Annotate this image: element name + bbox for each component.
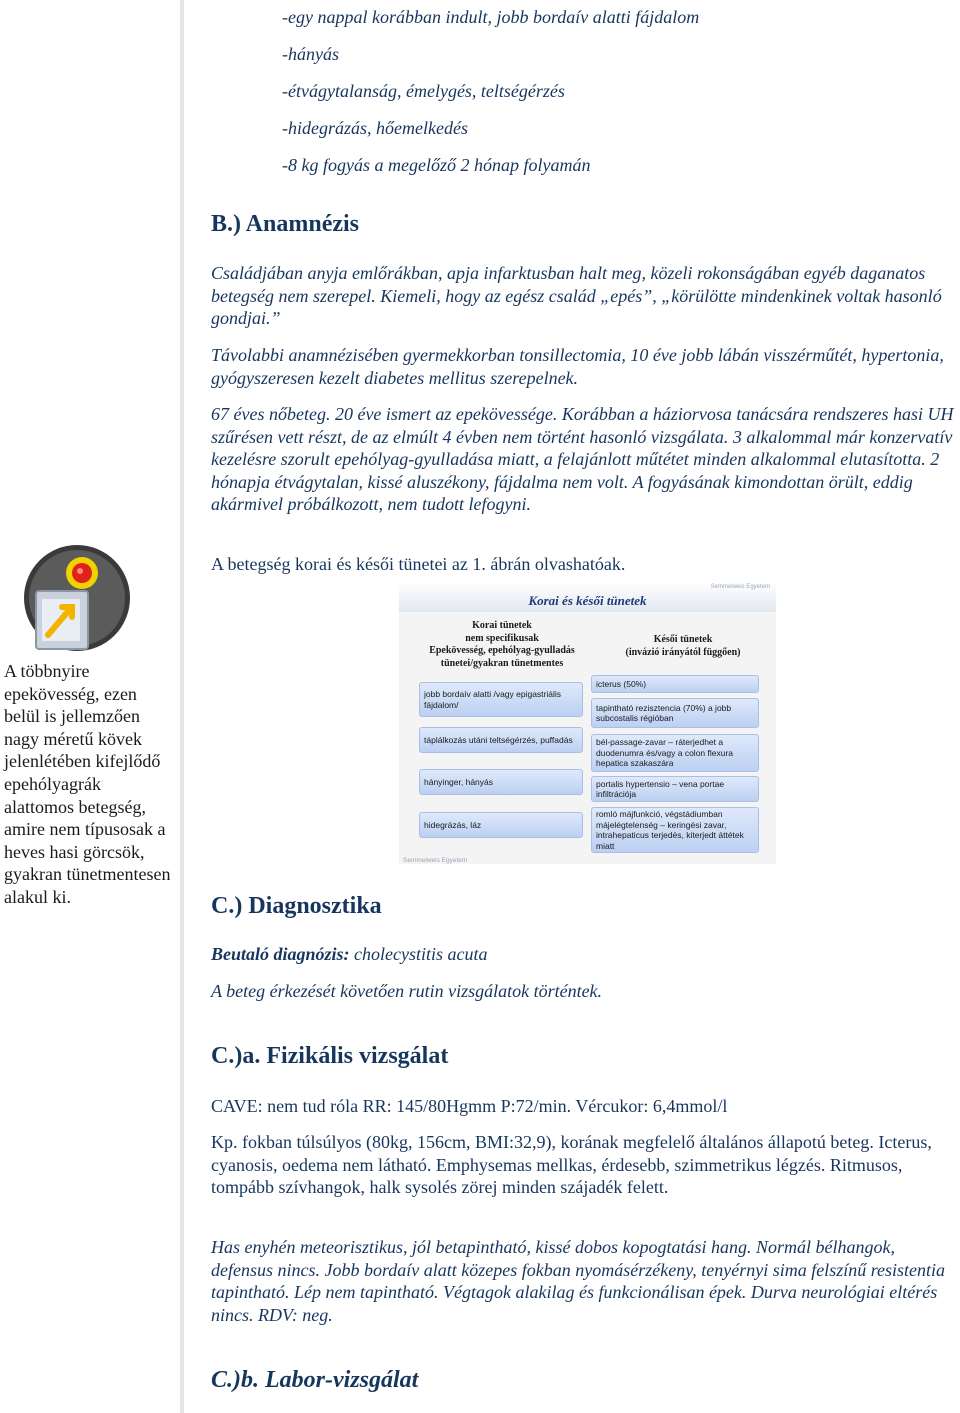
- referral-value: cholecystitis acuta: [349, 944, 488, 964]
- symptoms-figure: [399, 582, 776, 864]
- referral-label: Beutaló diagnózis:: [211, 944, 350, 964]
- late-symptom-box: icterus (50%): [591, 675, 759, 693]
- early-symptom-box: táplálkozás utáni teltségérzés, puffadás: [419, 727, 583, 753]
- early-symptom-box: jobb bordaív alatti /vagy epigastriális fájdalom/: [419, 682, 583, 717]
- late-symptom-box: tapintható rezisztencia (70%) a jobb subcostalis régióban: [591, 698, 759, 728]
- anamnesis-family-paragraph: Családjában anyja emlőrákban, apja infarktusban halt meg, közeli rokonságában egyéb daganatos betegség nem szerepel. Kiemeli, hogy az egész család „epés”, „körülötte mindenkinek voltak hasonló gondjai.”: [211, 263, 942, 328]
- late-symptom-box: romló májfunkció, végstádiumban májelégtelenség – keringési zavar, intrahepaticus terjedés, kiterjedt áttétek miatt: [591, 807, 759, 853]
- figure-footer: Semmelweis Egyetem: [403, 857, 468, 864]
- routine-tests-text: A beteg érkezését követően rutin vizsgálatok történtek.: [211, 981, 603, 1001]
- anamnesis-patient-paragraph: 67 éves nőbeteg. 20 éve ismert az epekövessége. Korábban a háziorvosa tanácsára rendszeres hasi UH szűrésen vett részt, de az elmúlt 4 évben nem történt hasonló vizsgálata. 3 alkalommal már konzervatív kezelésre szorult epehólyag-gyulladása miatt, a felajánlott műtétet minden alkalommal elutasította. 2 hónapja étvágytalan, kissé aluszékony, fájdalma nem volt. A fogyásának kimondottan örült, eddig akármivel próbálkozott, nem tudott lefogyni.: [211, 404, 954, 514]
- symptom-item: -hányás: [282, 44, 339, 64]
- warning-sign-icon: [22, 543, 132, 653]
- symptom-list: [282, 6, 952, 191]
- symptom-item: -étvágytalanság, émelygés, teltségérzés: [282, 81, 565, 101]
- anamnesis-history-paragraph: Távolabbi anamnézisében gyermekkorban tonsillectomia, 10 éve jobb lábán visszérműtét, hypertonia, gyógyszeresen kezelt diabetes mellitus szerepelnek.: [211, 345, 944, 388]
- section-heading-diagnostics: C.) Diagnosztika: [211, 893, 382, 919]
- symptom-item: -egy nappal korábban indult, jobb bordaív alatti fájdalom: [282, 7, 700, 27]
- figure-brand: Semmelweis Egyetem: [710, 584, 770, 590]
- abdominal-exam-paragraph: Has enyhén meteorisztikus, jól betapintható, kissé dobos kopogtatási hang. Normál bélhangok, defensus nincs. Jobb bordaív alatt közepes fokban nyomásérzékeny, tenyérnyi sima felszínű resistentia tapintható. Lép nem tapintható. Végtagok alakilag és funkcionálisan épek. Durva neurológiai eltérés nincs. RDV: neg.: [211, 1237, 946, 1325]
- symptom-item: -hidegrázás, hőemelkedés: [282, 118, 468, 138]
- early-symptom-box: hányinger, hányás: [419, 769, 583, 795]
- vitals-line: CAVE: nem tud róla RR: 145/80Hgmm P:72/min. Vércukor: 6,4mmol/l: [211, 1096, 728, 1116]
- side-note-text: A többnyire epekövesség, ezen belül is jellemzően nagy méretű kövek jelenlétében kifejlődő epehólyagrák alattomos betegség, amire nem típusosak a heves hasi görcsök, gyakran tünetmentesen alakul ki.: [4, 661, 171, 907]
- late-symptom-box: portalis hypertensio – vena portae infiltrációja: [591, 776, 759, 802]
- section-heading-anamnesis: B.) Anamnézis: [211, 211, 360, 237]
- figure-reference: A betegség korai és késői tünetei az 1. ábrán olvashatóak.: [211, 554, 626, 574]
- referral-diagnosis: [211, 943, 956, 966]
- figure-title: Korai és késői tünetek: [528, 593, 647, 608]
- early-symptoms-header: Korai tünetek nem specifikusak Epekövesség, epehólyag-gyulladás tünetei/gyakran tünetmentes: [429, 620, 575, 669]
- symptom-item: -8 kg fogyás a megelőző 2 hónap folyamán: [282, 155, 591, 175]
- early-symptom-box: hidegrázás, láz: [419, 812, 583, 838]
- physical-exam-paragraph: Kp. fokban túlsúlyos (80kg, 156cm, BMI:32,9), korának megfelelő általános állapotú beteg. Icterus, cyanosis, oedema nem látható. Emphysemas mellkas, érdesebb, szimmetrikus légzés. Ritmusos, tompább szívhangok, halk sysolés zörej minden szájadék felett.: [211, 1132, 932, 1197]
- margin-divider: [180, 0, 184, 1413]
- section-heading-physical-exam: C.)a. Fizikális vizsgálat: [211, 1043, 449, 1069]
- late-symptoms-header: Késői tünetek (invázió irányától függően): [625, 634, 741, 658]
- section-heading-lab: C.)b. Labor-vizsgálat: [211, 1367, 419, 1393]
- late-symptom-box: bél-passage-zavar – ráterjedhet a duodenumra és/vagy a colon flexura hepatica szakaszára: [591, 734, 759, 772]
